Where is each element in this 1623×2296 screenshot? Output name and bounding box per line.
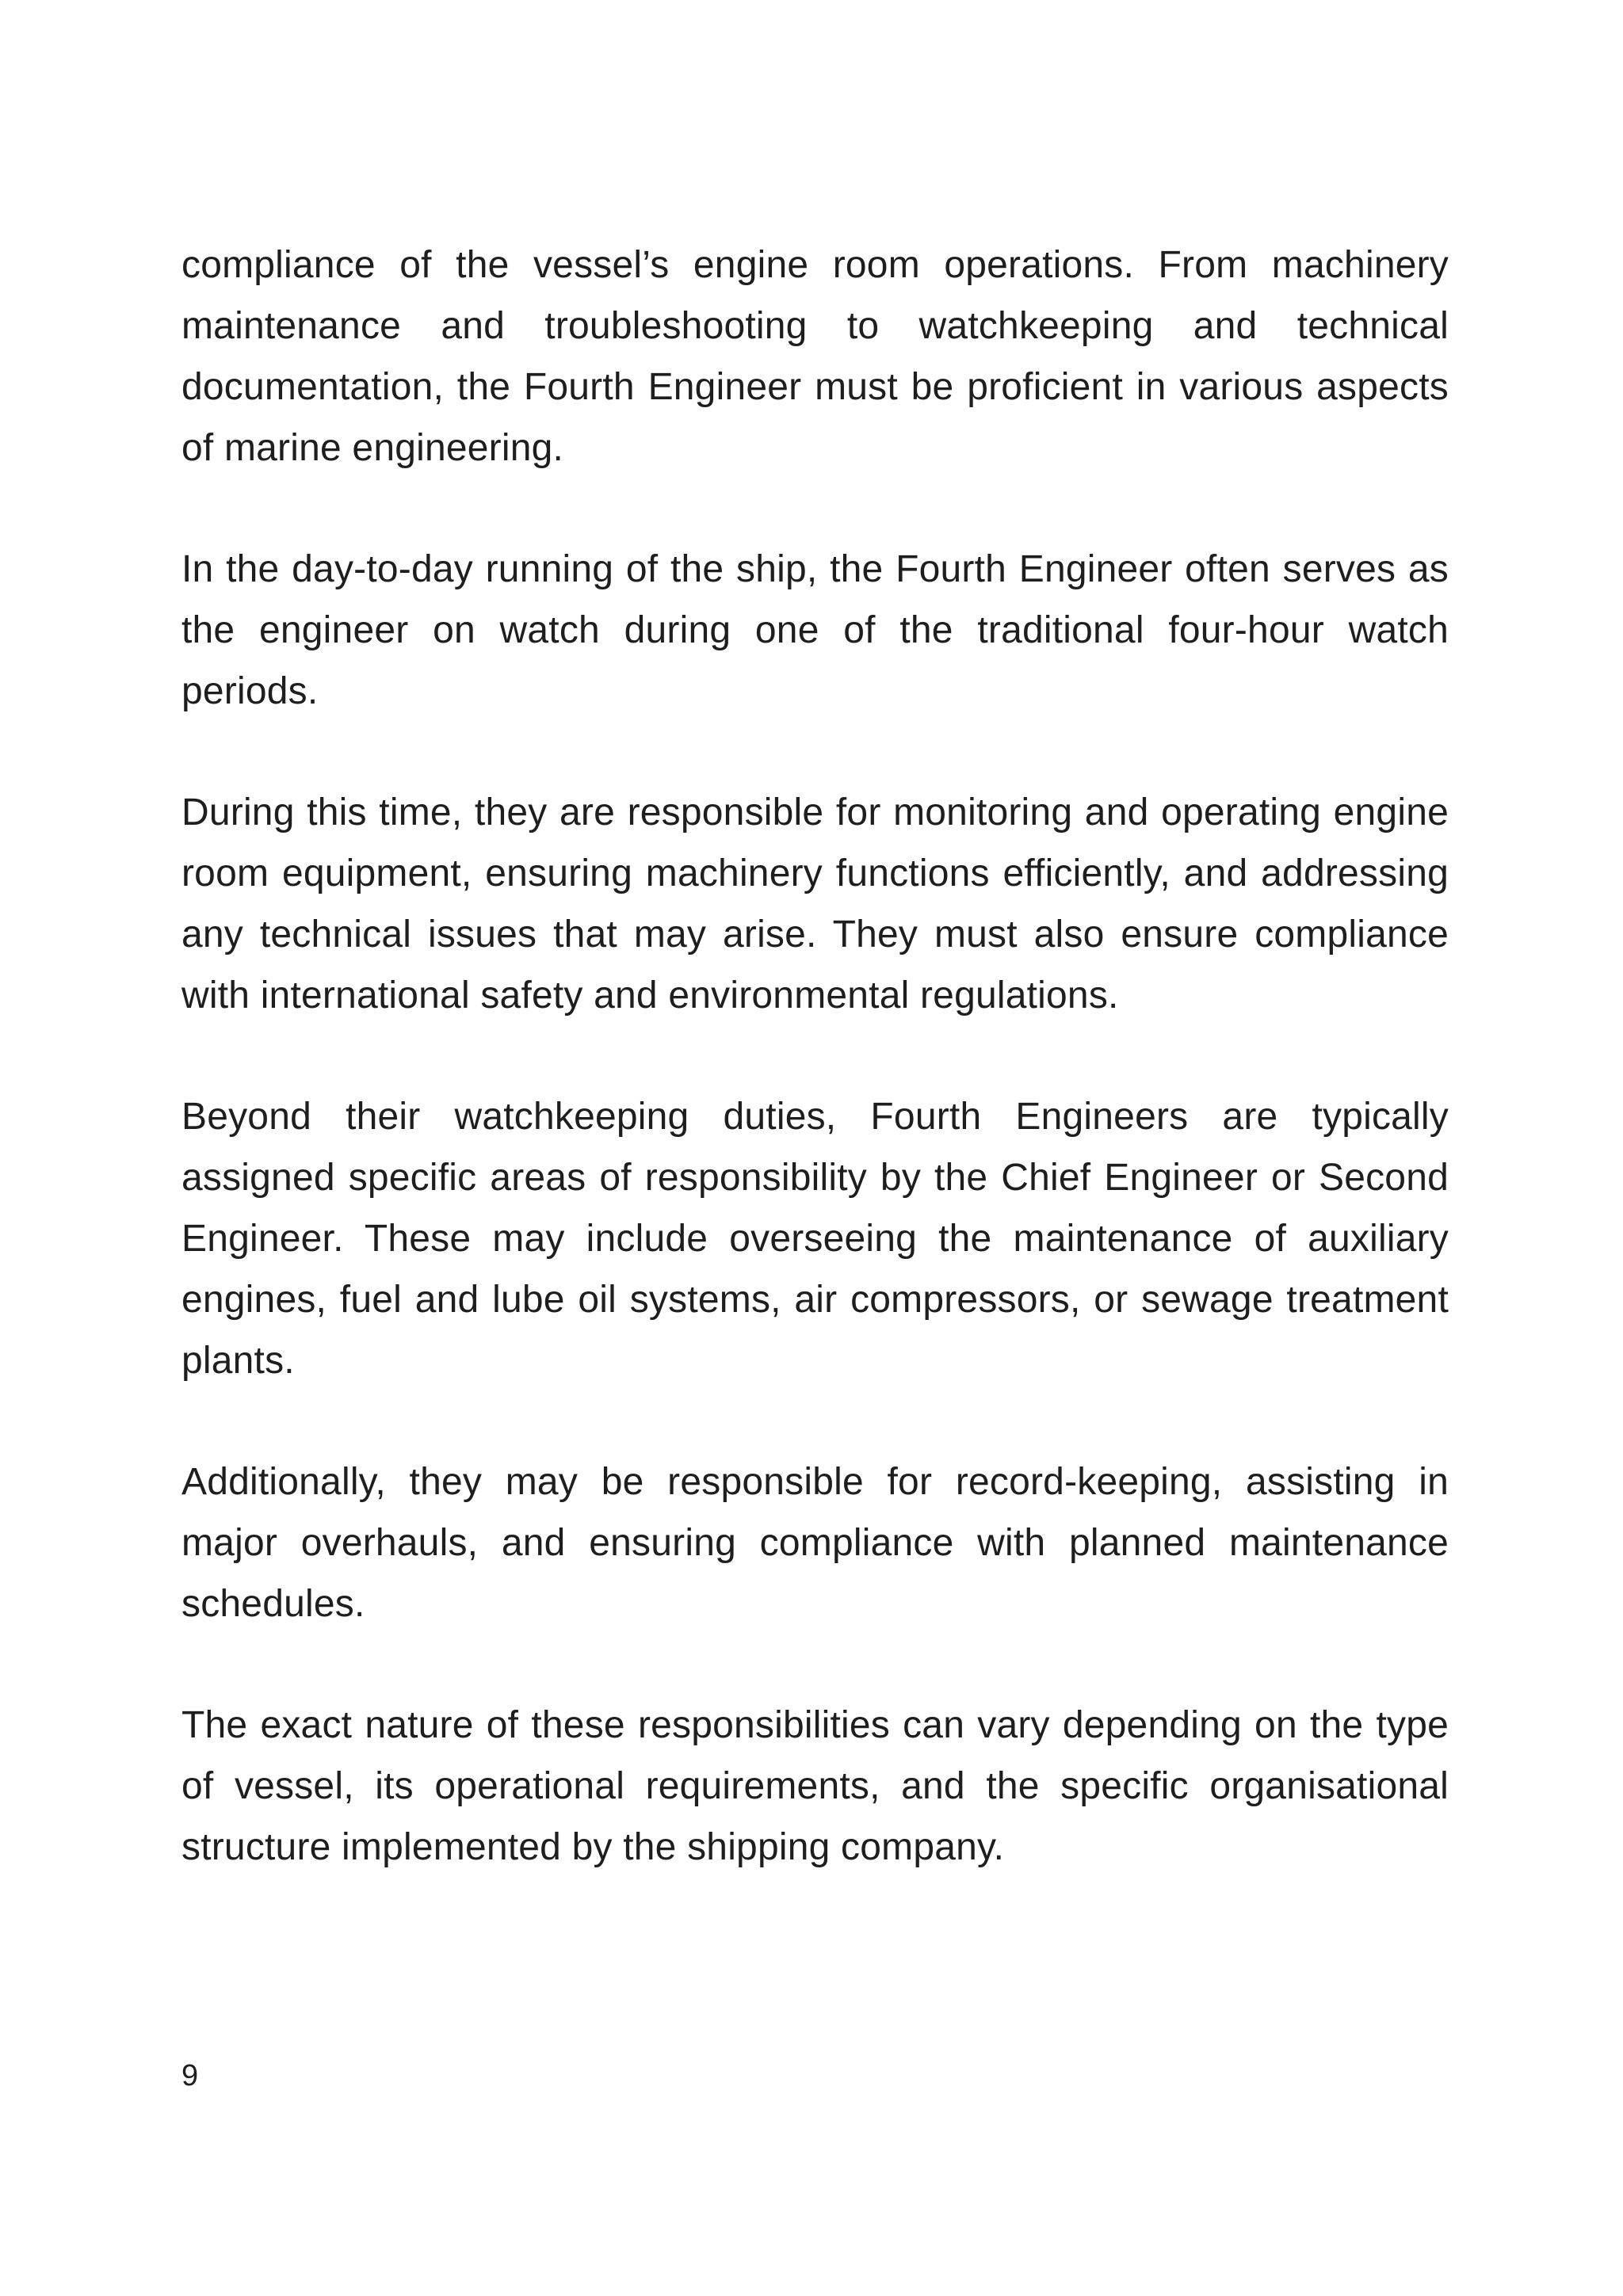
paragraph-5: Additionally, they may be responsible for record-keeping, assisting in major overhauls, and ensuring compliance with planned maintenance schedules. bbox=[181, 1461, 1449, 1625]
page-number: 9 bbox=[181, 2059, 199, 2092]
paragraph-1: compliance of the vessel’s engine room operations. From machinery maintenance and troubleshooting to watchkeeping and technical documentation, the Fourth Engineer must be proficient in various aspects of marine engineering. bbox=[181, 244, 1449, 469]
paragraph-4: Beyond their watchkeeping duties, Fourth Engineers are typically assigned specific areas of responsibility by the Chief Engineer or Second Engineer. These may include overseeing the maintenance of auxiliary engines, fuel and lube oil systems, air compressors, or sewage treatment plants. bbox=[181, 1096, 1449, 1382]
paragraph-6: The exact nature of these responsibilities can vary depending on the type of vessel, its operational requirements, and the specific organisational structure implemented by the shipping company. bbox=[181, 1704, 1449, 1868]
paragraph-2: In the day-to-day running of the ship, the Fourth Engineer often serves as the engineer on watch during one of the traditional four-hour watch periods. bbox=[181, 548, 1449, 712]
page-body bbox=[181, 235, 1449, 1878]
paragraph-3: During this time, they are responsible for monitoring and operating engine room equipment, ensuring machinery functions efficiently, and addressing any technical issues that may arise. They must also ensure compliance with international safety and environmental regulations. bbox=[181, 791, 1449, 1016]
